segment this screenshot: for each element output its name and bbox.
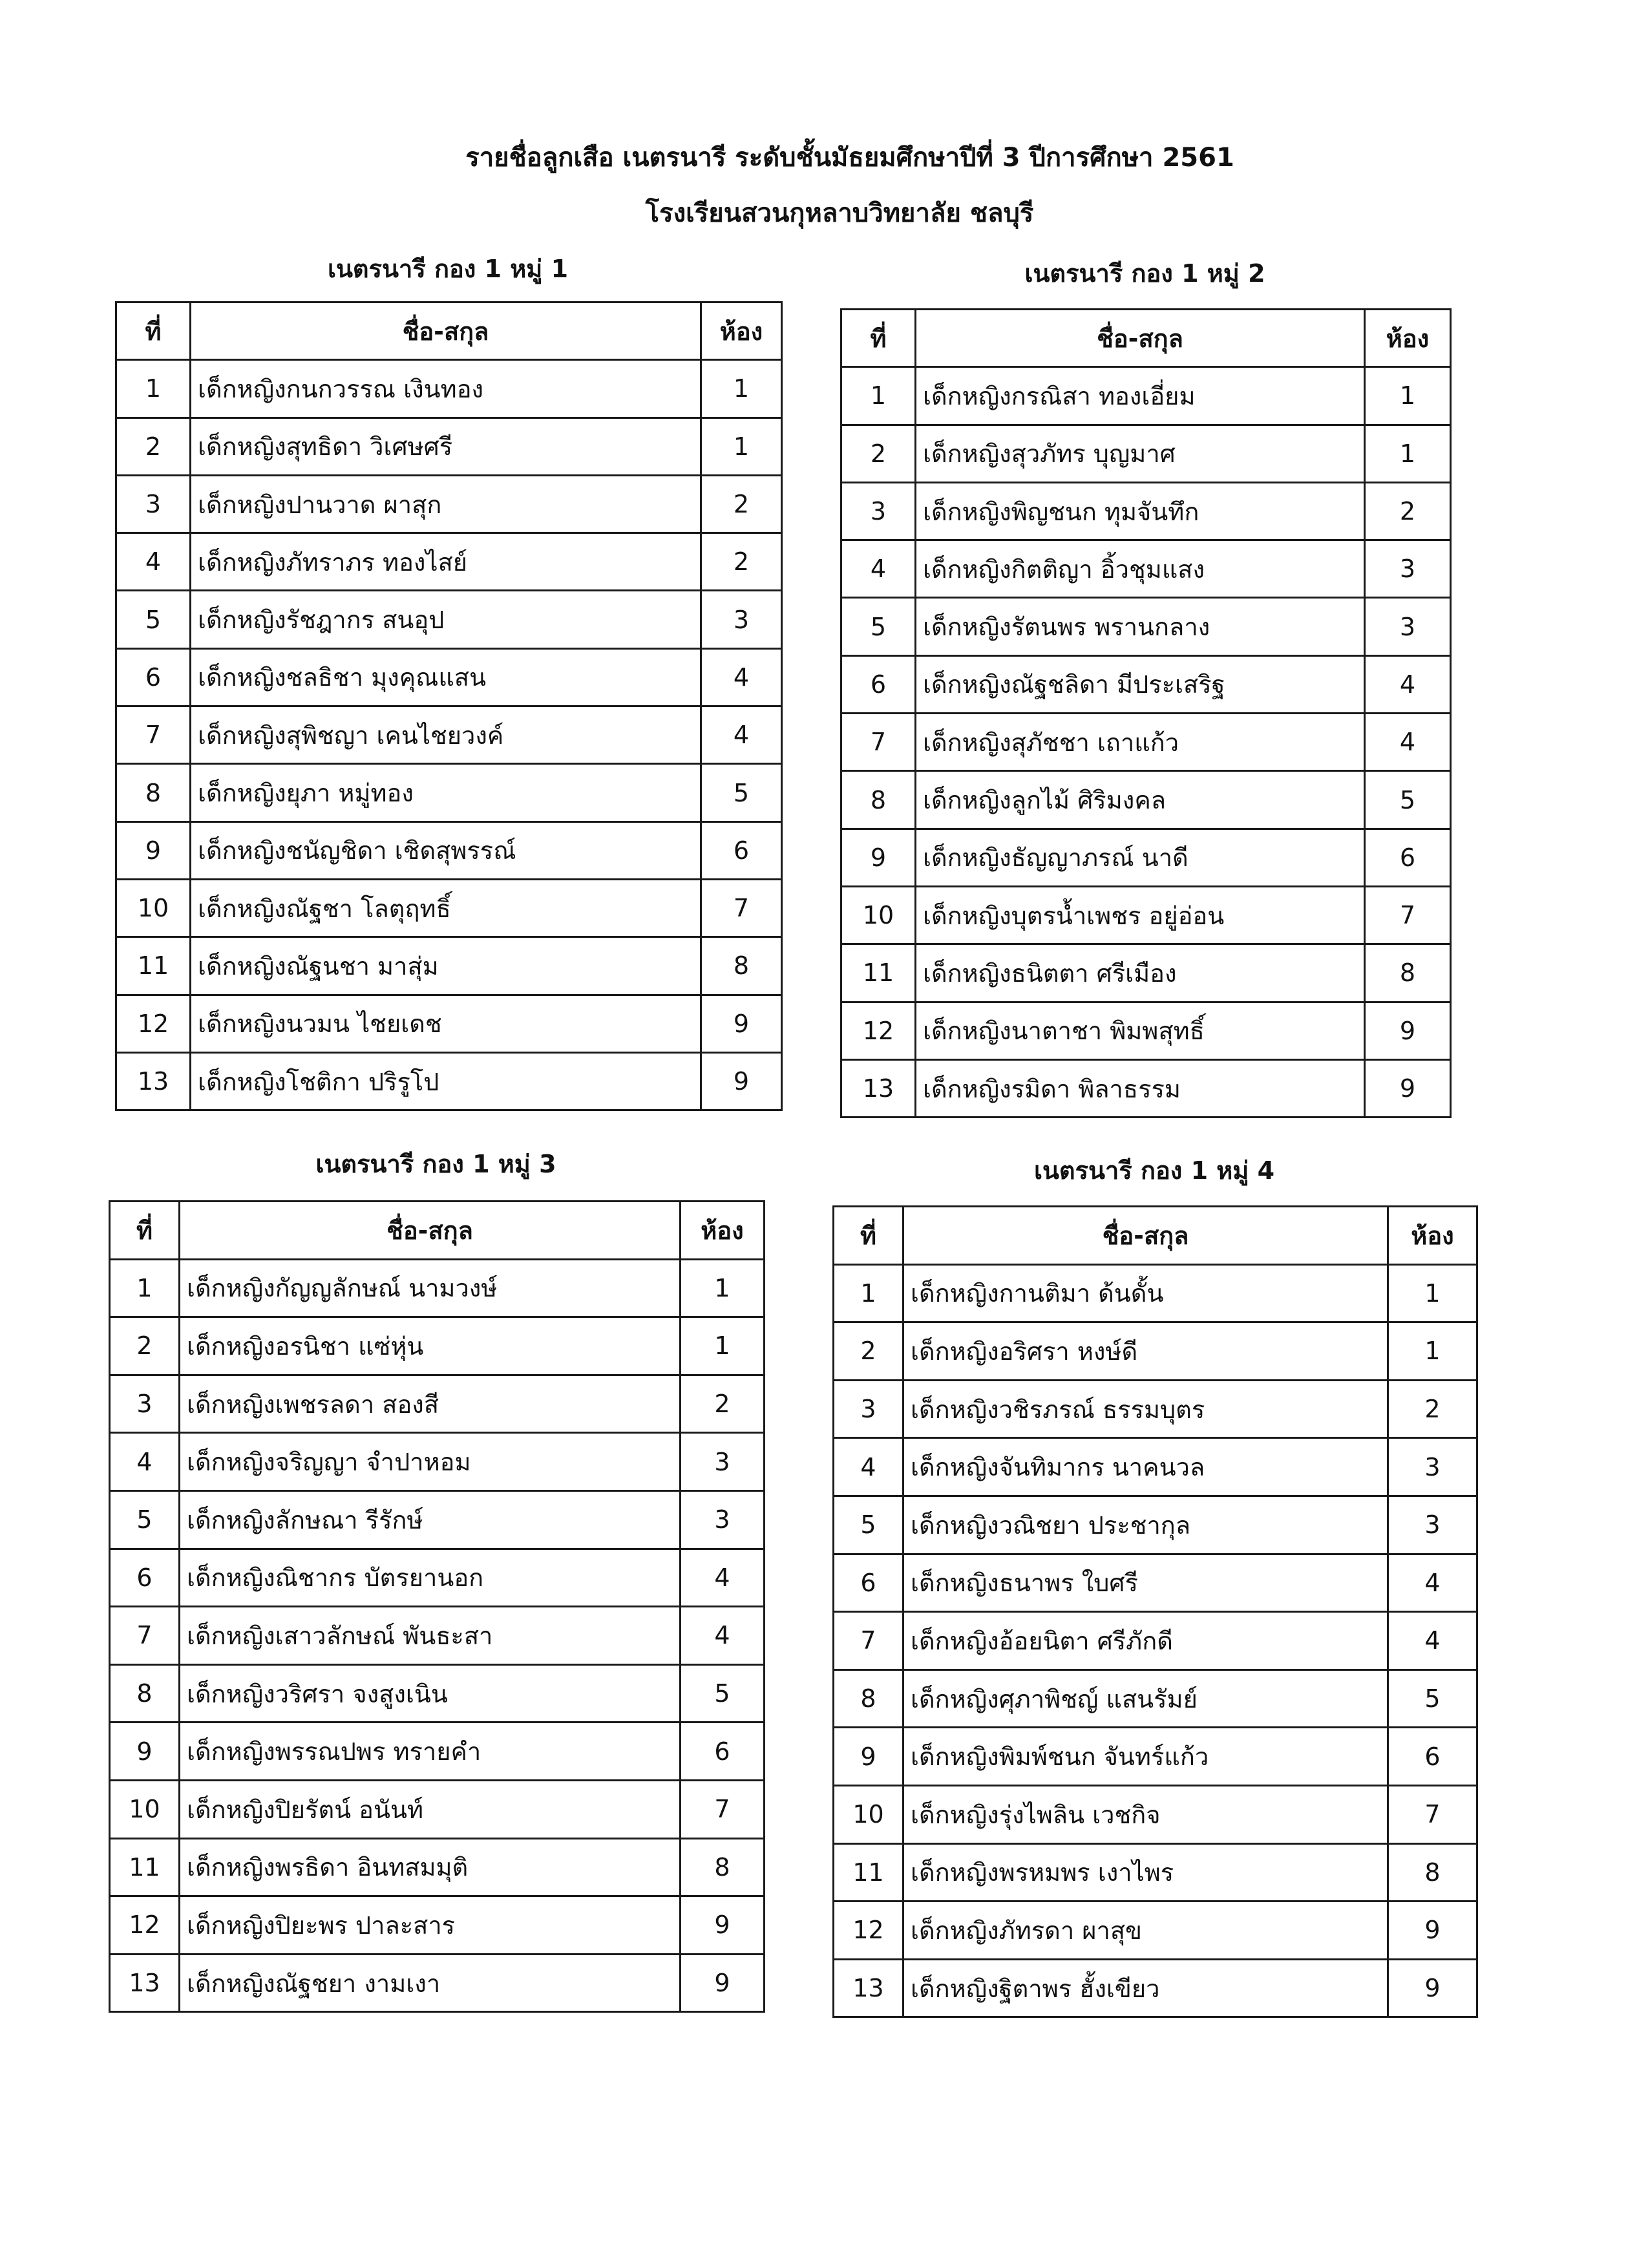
row-number: 2 — [834, 1322, 903, 1381]
student-name: เด็กหญิงสุภัชชา เถาแก้ว — [916, 714, 1365, 771]
row-number: 1 — [834, 1264, 903, 1322]
table-row — [841, 598, 1451, 655]
table-row — [841, 1002, 1451, 1059]
student-name: เด็กหญิงวณิชยา ประชากุล — [903, 1496, 1388, 1554]
student-name: เด็กหญิงกานติมา ด้นดั้น — [903, 1264, 1388, 1322]
table-row — [841, 425, 1451, 482]
student-name: เด็กหญิงชนัญชิดา เชิดสุพรรณ์ — [191, 821, 701, 879]
student-name: เด็กหญิงพิญชนก ทุมจันทึก — [916, 482, 1365, 540]
table-row — [116, 879, 782, 937]
room-number: 7 — [1388, 1785, 1477, 1843]
row-number: 10 — [841, 886, 916, 944]
table-header-row — [110, 1202, 765, 1260]
room-number: 9 — [1365, 1002, 1451, 1059]
column-header-no: ที่ — [841, 310, 916, 367]
table-row — [116, 821, 782, 879]
table-row — [116, 360, 782, 418]
column-header-name: ชื่อ-สกุล — [180, 1202, 681, 1260]
row-number: 3 — [116, 475, 191, 533]
group-heading: เนตรนารี กอง 1 หมู่ 2 — [1024, 259, 1265, 288]
room-number: 1 — [681, 1259, 765, 1317]
student-name: เด็กหญิงรัตนพร พรานกลาง — [916, 598, 1365, 655]
room-number: 3 — [701, 591, 782, 648]
row-number: 9 — [116, 821, 191, 879]
room-number: 2 — [1388, 1380, 1477, 1438]
roster-table — [832, 1205, 1478, 2018]
table-row — [834, 1438, 1477, 1496]
room-number: 8 — [1365, 944, 1451, 1002]
student-name: เด็กหญิงณิชากร บัตรยานอก — [180, 1549, 681, 1607]
room-number: 6 — [681, 1722, 765, 1781]
row-number: 8 — [841, 771, 916, 829]
row-number: 1 — [110, 1259, 180, 1317]
room-number: 9 — [701, 995, 782, 1052]
table-row — [110, 1780, 765, 1838]
student-name: เด็กหญิงธนิตตา ศรีเมือง — [916, 944, 1365, 1002]
student-name: เด็กหญิงอริศรา หงษ์ดี — [903, 1322, 1388, 1381]
table-row — [116, 937, 782, 995]
student-name: เด็กหญิงกัญญลักษณ์ นามวงษ์ — [180, 1259, 681, 1317]
row-number: 3 — [834, 1380, 903, 1438]
row-number: 13 — [841, 1059, 916, 1117]
roster-table — [109, 1200, 765, 2013]
row-number: 10 — [834, 1785, 903, 1843]
row-number: 4 — [834, 1438, 903, 1496]
group-heading: เนตรนารี กอง 1 หมู่ 3 — [315, 1150, 556, 1178]
room-number: 4 — [1365, 655, 1451, 713]
student-name: เด็กหญิงลักษณา รีรักษ์ — [180, 1490, 681, 1549]
table-row — [110, 1259, 765, 1317]
column-header-room: ห้อง — [681, 1202, 765, 1260]
student-name: เด็กหญิงภัทราภร ทองไสย์ — [191, 533, 701, 591]
room-number: 7 — [1365, 886, 1451, 944]
table-row — [841, 655, 1451, 713]
room-number: 5 — [681, 1664, 765, 1722]
room-number: 9 — [681, 1896, 765, 1955]
row-number: 11 — [834, 1843, 903, 1902]
row-number: 6 — [834, 1554, 903, 1612]
row-number: 13 — [116, 1052, 191, 1110]
table-row — [834, 1902, 1477, 1960]
student-name: เด็กหญิงภัทรดา ผาสุข — [903, 1902, 1388, 1960]
table-row — [110, 1375, 765, 1433]
table-row — [834, 1612, 1477, 1670]
group-heading: เนตรนารี กอง 1 หมู่ 4 — [1033, 1156, 1275, 1185]
student-name: เด็กหญิงปานวาด ผาสุก — [191, 475, 701, 533]
row-number: 10 — [110, 1780, 180, 1838]
room-number: 9 — [1388, 1959, 1477, 2017]
table-row — [110, 1896, 765, 1955]
table-row — [110, 1607, 765, 1665]
room-number: 3 — [1365, 540, 1451, 598]
row-number: 5 — [116, 591, 191, 648]
student-name: เด็กหญิงวชิรภรณ์ ธรรมบุตร — [903, 1380, 1388, 1438]
row-number: 2 — [110, 1317, 180, 1375]
student-name: เด็กหญิงนวมน ไชยเดช — [191, 995, 701, 1052]
row-number: 2 — [116, 418, 191, 475]
room-number: 3 — [1388, 1496, 1477, 1554]
table-row — [841, 886, 1451, 944]
room-number: 9 — [1365, 1059, 1451, 1117]
table-row — [834, 1843, 1477, 1902]
student-name: เด็กหญิงศุภาพิชญ์ แสนรัมย์ — [903, 1669, 1388, 1728]
column-header-name: ชื่อ-สกุล — [191, 302, 701, 360]
roster-table — [840, 308, 1452, 1118]
room-number: 4 — [1388, 1554, 1477, 1612]
row-number: 6 — [841, 655, 916, 713]
row-number: 12 — [110, 1896, 180, 1955]
student-name: เด็กหญิงพรรณปพร ทรายคำ — [180, 1722, 681, 1781]
room-number: 6 — [1365, 829, 1451, 886]
table-row — [116, 475, 782, 533]
table-row — [834, 1785, 1477, 1843]
student-name: เด็กหญิงพรธิดา อินทสมมุติ — [180, 1838, 681, 1896]
table-row — [841, 944, 1451, 1002]
row-number: 12 — [834, 1902, 903, 1960]
table-row — [116, 418, 782, 475]
student-name: เด็กหญิงอรนิชา แซ่หุ่น — [180, 1317, 681, 1375]
student-name: เด็กหญิงณัฐชา โลตุฤทธิ์ — [191, 879, 701, 937]
room-number: 1 — [681, 1317, 765, 1375]
row-number: 12 — [841, 1002, 916, 1059]
room-number: 3 — [1365, 598, 1451, 655]
student-name: เด็กหญิงปิยะพร ปาละสาร — [180, 1896, 681, 1955]
room-number: 4 — [1365, 714, 1451, 771]
room-number: 6 — [701, 821, 782, 879]
student-name: เด็กหญิงณัฐชยา งามเงา — [180, 1954, 681, 2012]
student-name: เด็กหญิงชลธิชา มุงคุณแสน — [191, 648, 701, 706]
table-row — [834, 1669, 1477, 1728]
student-name: เด็กหญิงยุภา หมู่ทอง — [191, 764, 701, 821]
row-number: 13 — [110, 1954, 180, 2012]
student-name: เด็กหญิงกิตติญา อิ้วชุมแสง — [916, 540, 1365, 598]
student-name: เด็กหญิงลูกไม้ ศิริมงคล — [916, 771, 1365, 829]
table-row — [834, 1264, 1477, 1322]
table-row — [110, 1317, 765, 1375]
column-header-no: ที่ — [116, 302, 191, 360]
row-number: 8 — [116, 764, 191, 821]
student-name: เด็กหญิงรัชฎากร สนอุป — [191, 591, 701, 648]
table-row — [834, 1322, 1477, 1381]
room-number: 1 — [1365, 367, 1451, 425]
roster-table — [115, 301, 783, 1111]
row-number: 4 — [110, 1433, 180, 1491]
student-name: เด็กหญิงฐิตาพร ฮั้งเขียว — [903, 1959, 1388, 2017]
column-header-no: ที่ — [834, 1207, 903, 1265]
table-row — [834, 1959, 1477, 2017]
room-number: 7 — [701, 879, 782, 937]
column-header-room: ห้อง — [701, 302, 782, 360]
room-number: 4 — [1388, 1612, 1477, 1670]
room-number: 5 — [701, 764, 782, 821]
table-row — [834, 1496, 1477, 1554]
document-title: รายชื่อลูกเสือ เนตรนารี ระดับชั้นมัธยมศึกษาปีที่ 3 ปีการศึกษา 2561 — [465, 143, 1234, 173]
table-row — [834, 1728, 1477, 1786]
row-number: 5 — [841, 598, 916, 655]
room-number: 4 — [701, 648, 782, 706]
table-row — [110, 1549, 765, 1607]
table-row — [110, 1838, 765, 1896]
school-name: โรงเรียนสวนกุหลาบวิทยาลัย ชลบุรี — [645, 198, 1034, 228]
room-number: 3 — [1388, 1438, 1477, 1496]
row-number: 11 — [841, 944, 916, 1002]
student-name: เด็กหญิงนาตาชา พิมพสุทธิ์ — [916, 1002, 1365, 1059]
student-name: เด็กหญิงรมิดา พิลาธรรม — [916, 1059, 1365, 1117]
row-number: 11 — [110, 1838, 180, 1896]
student-name: เด็กหญิงจันทิมากร นาคนวล — [903, 1438, 1388, 1496]
table-row — [841, 367, 1451, 425]
row-number: 2 — [841, 425, 916, 482]
row-number: 9 — [834, 1728, 903, 1786]
student-name: เด็กหญิงกรณิสา ทองเอี่ยม — [916, 367, 1365, 425]
room-number: 1 — [701, 418, 782, 475]
table-header-row — [116, 302, 782, 360]
room-number: 3 — [681, 1490, 765, 1549]
column-header-room: ห้อง — [1365, 310, 1451, 367]
row-number: 9 — [110, 1722, 180, 1781]
table-row — [841, 482, 1451, 540]
room-number: 7 — [681, 1780, 765, 1838]
room-number: 4 — [681, 1549, 765, 1607]
student-name: เด็กหญิงอ้อยนิตา ศรีภักดี — [903, 1612, 1388, 1670]
student-name: เด็กหญิงเสาวลักษณ์ พันธะสา — [180, 1607, 681, 1665]
column-header-room: ห้อง — [1388, 1207, 1477, 1265]
table-row — [841, 1059, 1451, 1117]
table-row — [110, 1722, 765, 1781]
row-number: 3 — [841, 482, 916, 540]
table-header-row — [834, 1207, 1477, 1265]
column-header-name: ชื่อ-สกุล — [903, 1207, 1388, 1265]
room-number: 9 — [701, 1052, 782, 1110]
row-number: 3 — [110, 1375, 180, 1433]
row-number: 7 — [116, 706, 191, 764]
row-number: 12 — [116, 995, 191, 1052]
table-row — [841, 829, 1451, 886]
table-row — [116, 1052, 782, 1110]
table-row — [116, 591, 782, 648]
table-row — [841, 540, 1451, 598]
student-name: เด็กหญิงสุวภัทร บุญมาศ — [916, 425, 1365, 482]
student-name: เด็กหญิงณัฐนชา มาสุ่ม — [191, 937, 701, 995]
row-number: 5 — [110, 1490, 180, 1549]
student-name: เด็กหญิงบุตรน้ำเพชร อยู่อ่อน — [916, 886, 1365, 944]
student-name: เด็กหญิงโชติกา ปริรูโป — [191, 1052, 701, 1110]
student-name: เด็กหญิงธัญญาภรณ์ นาดี — [916, 829, 1365, 886]
room-number: 2 — [701, 475, 782, 533]
student-name: เด็กหญิงสุทธิดา วิเศษศรี — [191, 418, 701, 475]
table-row — [116, 995, 782, 1052]
row-number: 7 — [110, 1607, 180, 1665]
row-number: 11 — [116, 937, 191, 995]
room-number: 9 — [681, 1954, 765, 2012]
student-name: เด็กหญิงพิมพ์ชนก จันทร์แก้ว — [903, 1728, 1388, 1786]
room-number: 3 — [681, 1433, 765, 1491]
room-number: 8 — [681, 1838, 765, 1896]
row-number: 4 — [841, 540, 916, 598]
row-number: 1 — [841, 367, 916, 425]
student-name: เด็กหญิงเพชรลดา สองสี — [180, 1375, 681, 1433]
table-row — [110, 1433, 765, 1491]
student-name: เด็กหญิงจริญญา จำปาหอม — [180, 1433, 681, 1491]
table-row — [116, 764, 782, 821]
room-number: 1 — [1388, 1322, 1477, 1381]
student-name: เด็กหญิงณัฐชลิดา มีประเสริฐ — [916, 655, 1365, 713]
room-number: 4 — [681, 1607, 765, 1665]
row-number: 9 — [841, 829, 916, 886]
room-number: 4 — [701, 706, 782, 764]
row-number: 6 — [110, 1549, 180, 1607]
row-number: 10 — [116, 879, 191, 937]
room-number: 1 — [1388, 1264, 1477, 1322]
table-row — [841, 771, 1451, 829]
room-number: 1 — [1365, 425, 1451, 482]
table-row — [116, 648, 782, 706]
table-row — [110, 1490, 765, 1549]
table-row — [110, 1954, 765, 2012]
row-number: 4 — [116, 533, 191, 591]
table-row — [110, 1664, 765, 1722]
table-row — [834, 1380, 1477, 1438]
table-header-row — [841, 310, 1451, 367]
room-number: 8 — [701, 937, 782, 995]
room-number: 1 — [701, 360, 782, 418]
table-row — [841, 714, 1451, 771]
table-row — [116, 706, 782, 764]
group-heading: เนตรนารี กอง 1 หมู่ 1 — [327, 255, 569, 283]
student-name: เด็กหญิงพรหมพร เงาไพร — [903, 1843, 1388, 1902]
student-name: เด็กหญิงธนาพร ใบศรี — [903, 1554, 1388, 1612]
table-row — [834, 1554, 1477, 1612]
column-header-no: ที่ — [110, 1202, 180, 1260]
student-name: เด็กหญิงวริศรา จงสูงเนิน — [180, 1664, 681, 1722]
room-number: 2 — [681, 1375, 765, 1433]
room-number: 6 — [1388, 1728, 1477, 1786]
room-number: 9 — [1388, 1902, 1477, 1960]
row-number: 8 — [834, 1669, 903, 1728]
student-name: เด็กหญิงรุ่งไพลิน เวชกิจ — [903, 1785, 1388, 1843]
room-number: 2 — [701, 533, 782, 591]
room-number: 5 — [1388, 1669, 1477, 1728]
row-number: 5 — [834, 1496, 903, 1554]
student-name: เด็กหญิงสุพิชญา เคนไชยวงค์ — [191, 706, 701, 764]
room-number: 2 — [1365, 482, 1451, 540]
table-row — [116, 533, 782, 591]
row-number: 6 — [116, 648, 191, 706]
column-header-name: ชื่อ-สกุล — [916, 310, 1365, 367]
row-number: 8 — [110, 1664, 180, 1722]
student-name: เด็กหญิงกนกวรรณ เงินทอง — [191, 360, 701, 418]
row-number: 1 — [116, 360, 191, 418]
row-number: 7 — [841, 714, 916, 771]
room-number: 8 — [1388, 1843, 1477, 1902]
row-number: 13 — [834, 1959, 903, 2017]
row-number: 7 — [834, 1612, 903, 1670]
student-name: เด็กหญิงปิยรัตน์ อนันท์ — [180, 1780, 681, 1838]
room-number: 5 — [1365, 771, 1451, 829]
